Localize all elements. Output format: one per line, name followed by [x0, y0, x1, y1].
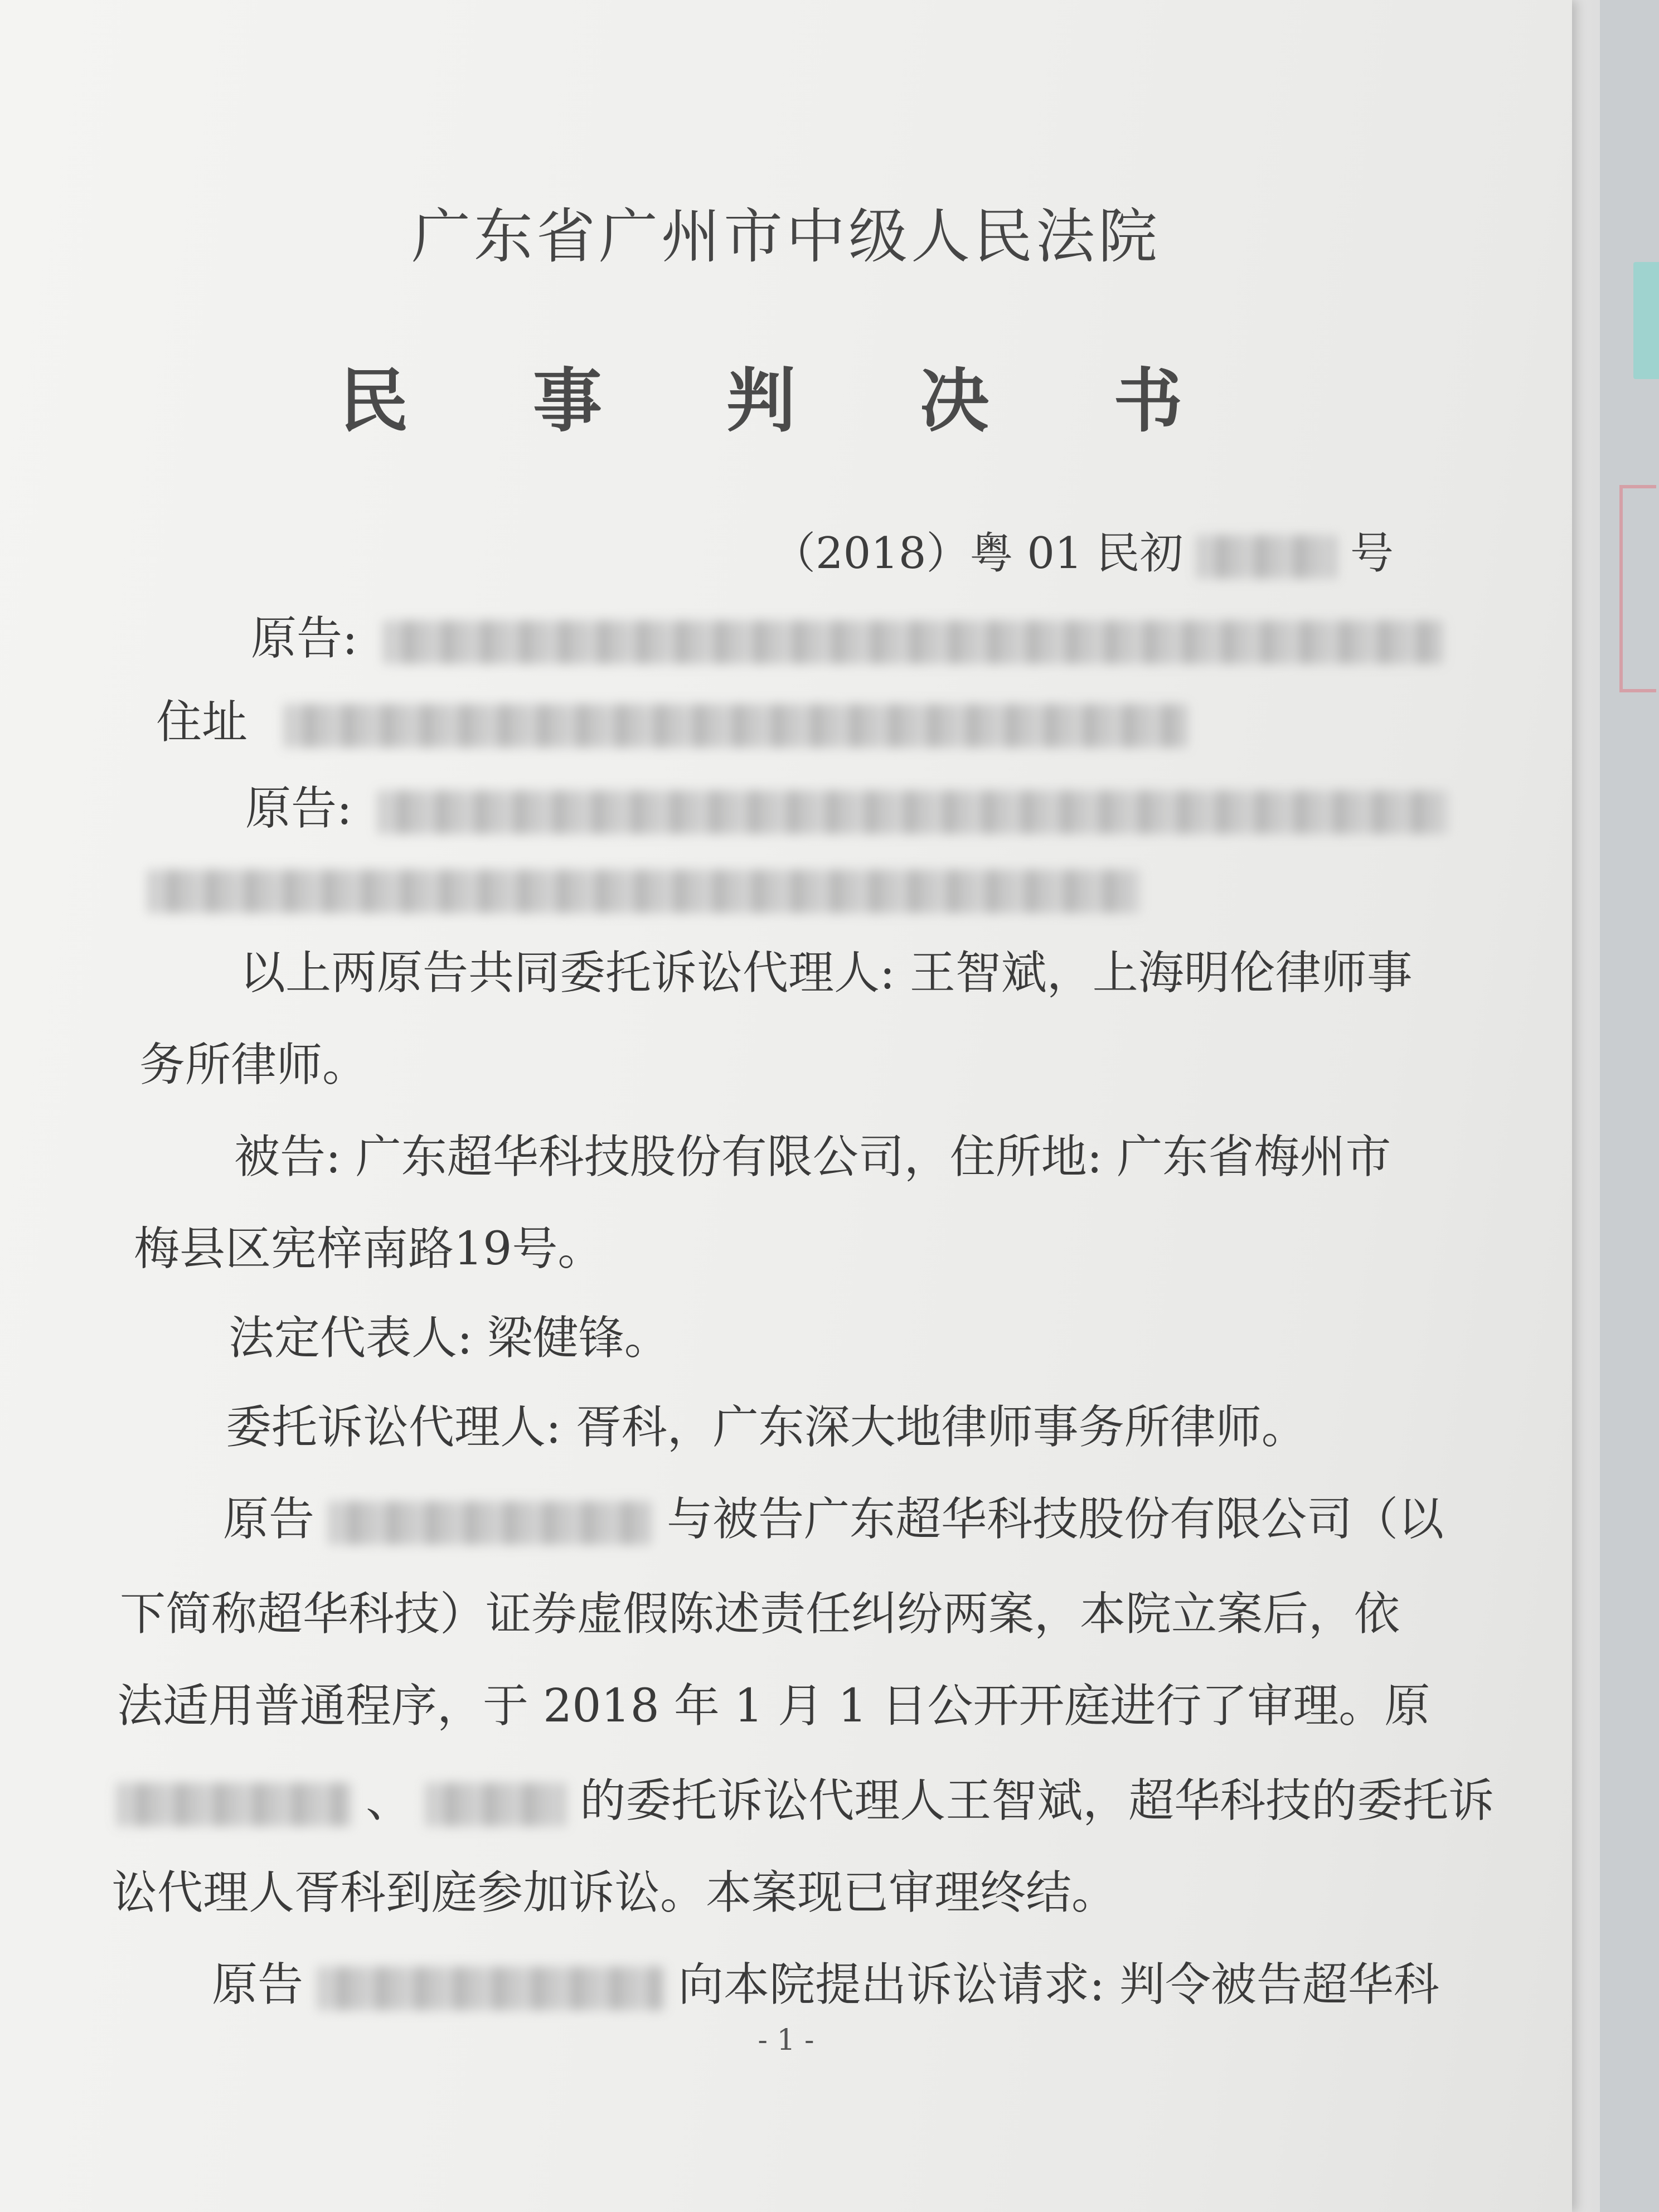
body-text: 的委托诉讼代理人王智斌，超华科技的委托诉	[580, 1774, 1495, 1827]
redacted-block	[378, 790, 1448, 834]
body-text: 与被告广东超华科技股份有限公司（以	[667, 1493, 1444, 1546]
body-text: 原告	[212, 1958, 304, 2011]
body-paragraph-1-line-5: 讼代理人胥科到庭参加诉讼。本案现已审理终结。	[111, 1866, 1118, 1919]
body-text: 原告	[223, 1493, 315, 1546]
body-paragraph-1-line-4	[117, 1764, 1494, 1830]
redacted-block	[284, 704, 1187, 748]
body-paragraph-2-line-1	[212, 1948, 1439, 2014]
redacted-block	[384, 620, 1443, 664]
redacted-block	[1197, 535, 1336, 579]
body-paragraph-1-line-1	[223, 1483, 1444, 1548]
page-number: - 1 -	[758, 2024, 814, 2057]
plaintiff-2-line	[245, 772, 1448, 837]
plaintiff-1-line	[251, 602, 1443, 667]
agent-line-2: 务所律师。	[139, 1039, 368, 1092]
body-paragraph-1-line-2: 下简称超华科技）证券虚假陈述责任纠纷两案，本院立案后，依	[120, 1588, 1400, 1641]
plaintiff-2-label: 原告:	[245, 782, 352, 835]
case-number-suffix: 号	[1350, 528, 1394, 579]
redacted-block	[426, 1783, 565, 1826]
redacted-block	[148, 870, 1140, 913]
teal-tab-marker	[1633, 262, 1659, 379]
defendant-line-1: 被告: 广东超华科技股份有限公司，住所地: 广东省梅州市	[234, 1131, 1391, 1183]
legal-representative: 法定代表人: 梁健锋。	[229, 1312, 670, 1365]
body-text: 向本院提出诉讼请求: 判令被告超华科	[678, 1958, 1439, 2011]
redacted-block	[117, 1783, 351, 1826]
address-line	[156, 686, 1187, 751]
redacted-block	[318, 1967, 663, 2010]
case-number	[772, 518, 1394, 581]
court-name: 广东省广州市中级人民法院	[411, 202, 1161, 271]
plaintiff-2-address-line	[148, 861, 1140, 914]
address-label: 住址	[156, 696, 248, 749]
plaintiff-1-label: 原告:	[251, 612, 358, 665]
defendant-line-2: 梅县区宪梓南路19号。	[134, 1223, 604, 1275]
body-text: 、	[366, 1774, 412, 1827]
defendant-agent: 委托诉讼代理人: 胥科，广东深大地律师事务所律师。	[226, 1401, 1307, 1454]
agent-line-1: 以上两原告共同委托诉讼代理人: 王智斌，上海明伦律师事	[240, 947, 1413, 1000]
case-number-prefix: （2018）粤 01 民初	[772, 528, 1183, 579]
redacted-block	[329, 1501, 652, 1545]
red-stamp-mark	[1619, 485, 1656, 692]
body-paragraph-1-line-3: 法适用普通程序，于 2018 年 1 月 1 日公开开庭进行了审理。原	[117, 1680, 1430, 1733]
document-type: 民 事 判 决 书	[339, 361, 1233, 442]
